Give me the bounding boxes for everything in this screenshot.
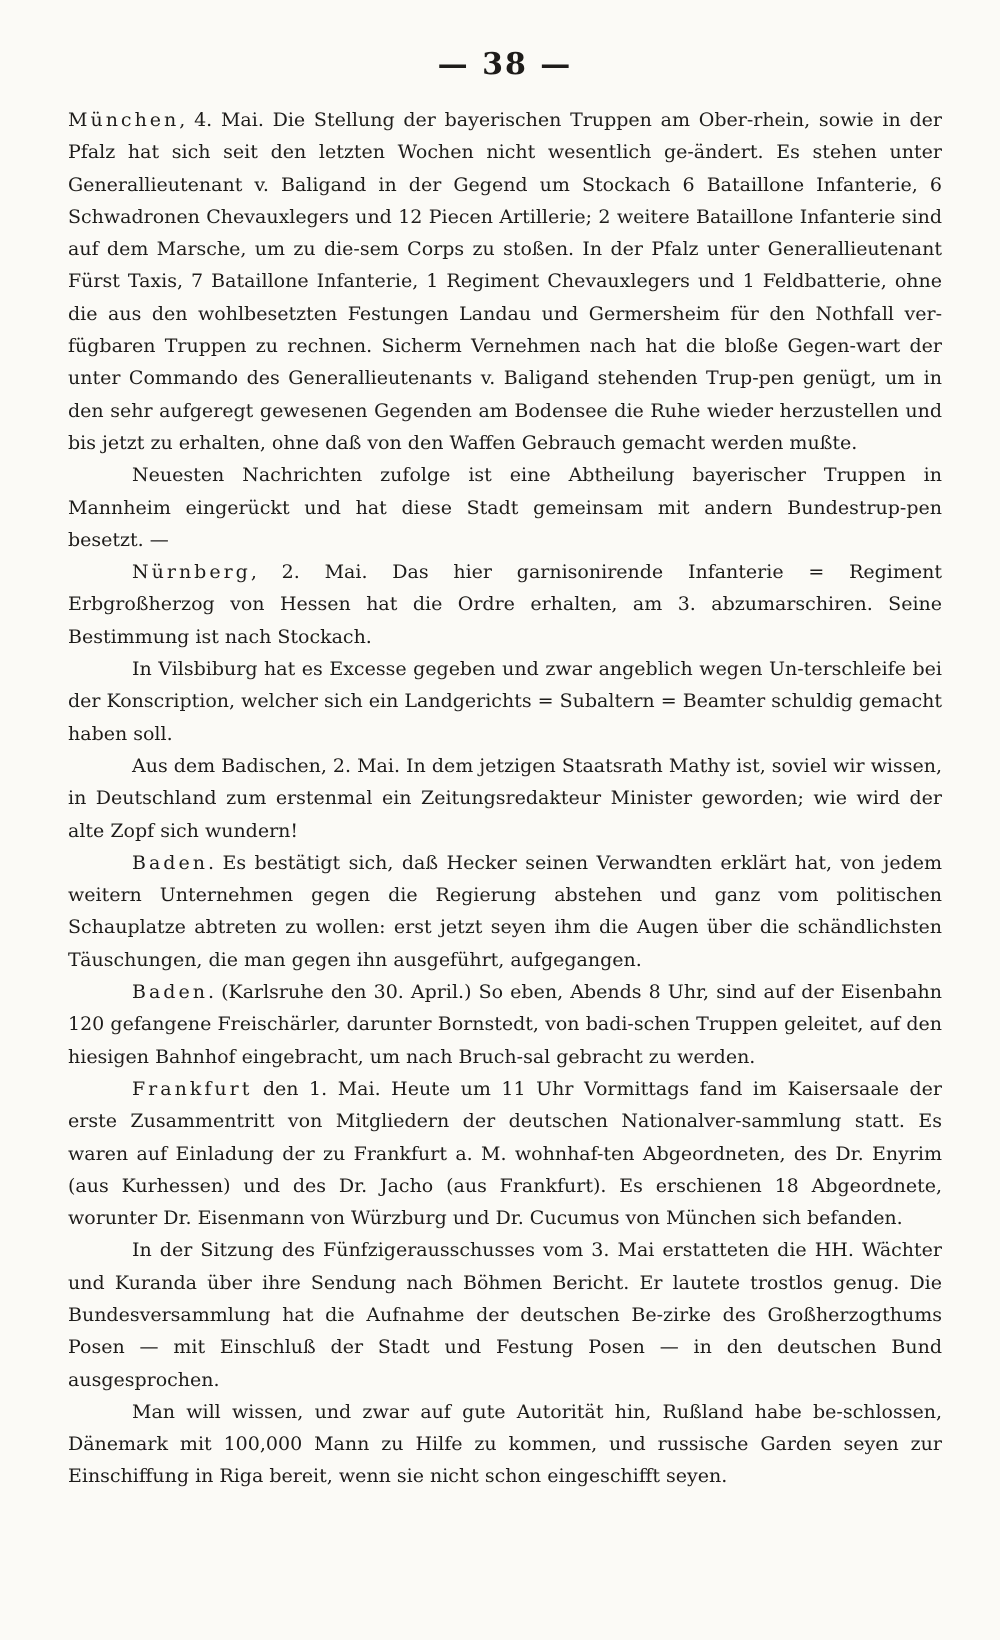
article-text: In der Sitzung des Fünfzigerausschusses vom 3. Mai erstatteten die HH. Wächter und Kuranda über ihre Sendung nach Böhmen Bericht. Er lautete trostlos genug. Die Bundesversammlung hat die Aufnahme der deutschen Be-zirke des Großherzogthums Posen — mit Einschluß der Stadt und Festung Posen — in den deutschen Bund ausgesprochen. — [68, 1239, 942, 1391]
article-nuernberg — [68, 556, 942, 653]
article-frankfurt — [68, 1073, 942, 1234]
article-text: Aus dem Badischen, 2. Mai. In dem jetzigen Staatsrath Mathy ist, soviel wir wissen, in Deutschland zum erstenmal ein Zeitungsredakteur Minister geworden; wie wird der alte Zopf sich wundern! — [68, 754, 942, 842]
article-badischen — [68, 750, 942, 847]
article-vilsbiburg — [68, 653, 942, 750]
article-text: , 2. Mai. Das hier garnisonirende Infanterie = Regiment Erbgroßherzog von Hessen hat die Ordre erhalten, am 3. abzumarschiren. Seine Bestimmung ist nach Stockach. — [68, 561, 942, 648]
page-number: — 38 — — [437, 47, 573, 82]
article-fuenfzigerausschuss — [68, 1234, 942, 1395]
article-text: den 1. Mai. Heute um 11 Uhr Vormittags fand im Kaisersaale der erste Zusammentritt von Mitgliedern der deutschen Nationalver-sammlung statt. Es waren auf Einladung der zu Frankfurt a. M. wohnhaf-ten Abgeordneten, des Dr. Enyrim (aus Kurhessen) und des Dr. Jacho (aus Frankfurt). Es erschienen 18 Abgeordnete, worunter Dr. Eisenmann von Würzburg und Dr. Cucumus von München sich befanden. — [68, 1077, 942, 1230]
article-place: München — [68, 109, 180, 131]
article-text: . (Karlsruhe den 30. April.) So eben, Abends 8 Uhr, sind auf der Eisenbahn 120 gefangene Freischärler, darunter Bornstedt, von badi-schen Truppen geleitet, auf den hiesigen Bahnhof eingebracht, um nach Bruch-sal gebracht zu werden. — [68, 981, 942, 1068]
article-text: . Es bestätigt sich, daß Hecker seinen Verwandten erklärt hat, von jedem weitern Unternehmen gegen die Regierung abstehen und ganz vom politischen Schauplatze abtreten zu wollen: erst jetzt seyen ihm die Augen über die schändlichsten Täuschungen, die man gegen ihn ausgeführt, aufgegangen. — [68, 851, 942, 971]
article-place: Baden — [132, 851, 208, 874]
article-place: Nürnberg — [132, 561, 251, 584]
article-text: , 4. Mai. Die Stellung der bayerischen Truppen am Ober-rhein, sowie in der Pfalz hat sich seit den letzten Wochen nicht wesentlich ge-ändert. Es stehen unter Generallieutenant v. Baligand in der Gegend um Stockach 6 Bataillone Infanterie, 6 Schwadronen Chevauxlegers und 12 Piecen Artillerie; 2 weitere Bataillone Infanterie sind auf dem Marsche, um zu die-sem Corps zu stoßen. In der Pfalz unter Generallieutenant Fürst Taxis, 7 Bataillone Infanterie, 1 Regiment Chevauxlegers und 1 Feldbatterie, ohne die aus den wohlbesetzten Festungen Landau und Germersheim für den Nothfall ver-fügbaren Truppen zu rechnen. Sicherm Vernehmen nach hat die bloße Gegen-wart der unter Commando des Generallieutenants v. Baligand stehenden Trup-pen genügt, um in den sehr aufgeregt gewesenen Gegenden am Bodensee die Ruhe wieder herzustellen und bis jetzt zu erhalten, ohne daß von den Waffen Gebrauch gemacht werden mußte. — [68, 109, 942, 454]
article-text: Man will wissen, und zwar auf gute Autorität hin, Rußland habe be-schlossen, Dänemark mit 100,000 Mann zu Hilfe zu kommen, und russische Garden seyen zur Einschiffung in Riga bereit, wenn sie nicht schon eingeschifft seyen. — [68, 1400, 942, 1488]
article-text: Neuesten Nachrichten zufolge ist eine Abtheilung bayerischer Truppen in Mannheim eingerückt und hat diese Stadt gemeinsam mit andern Bundestrup-pen besetzt. — — [68, 464, 942, 551]
article-place: Baden — [132, 981, 208, 1004]
article-muenchen — [68, 104, 942, 459]
article-russland — [68, 1396, 942, 1493]
article-text: In Vilsbiburg hat es Excesse gegeben und zwar angeblich wegen Un-terschleife bei der Konscription, welcher sich ein Landgerichts = Subaltern = Beamter schuldig gemacht haben soll. — [68, 658, 942, 745]
article-baden-karlsruhe — [68, 976, 942, 1073]
article-place: Frankfurt — [132, 1077, 253, 1100]
article-baden-hecker — [68, 847, 942, 976]
article-mannheim — [68, 459, 942, 556]
